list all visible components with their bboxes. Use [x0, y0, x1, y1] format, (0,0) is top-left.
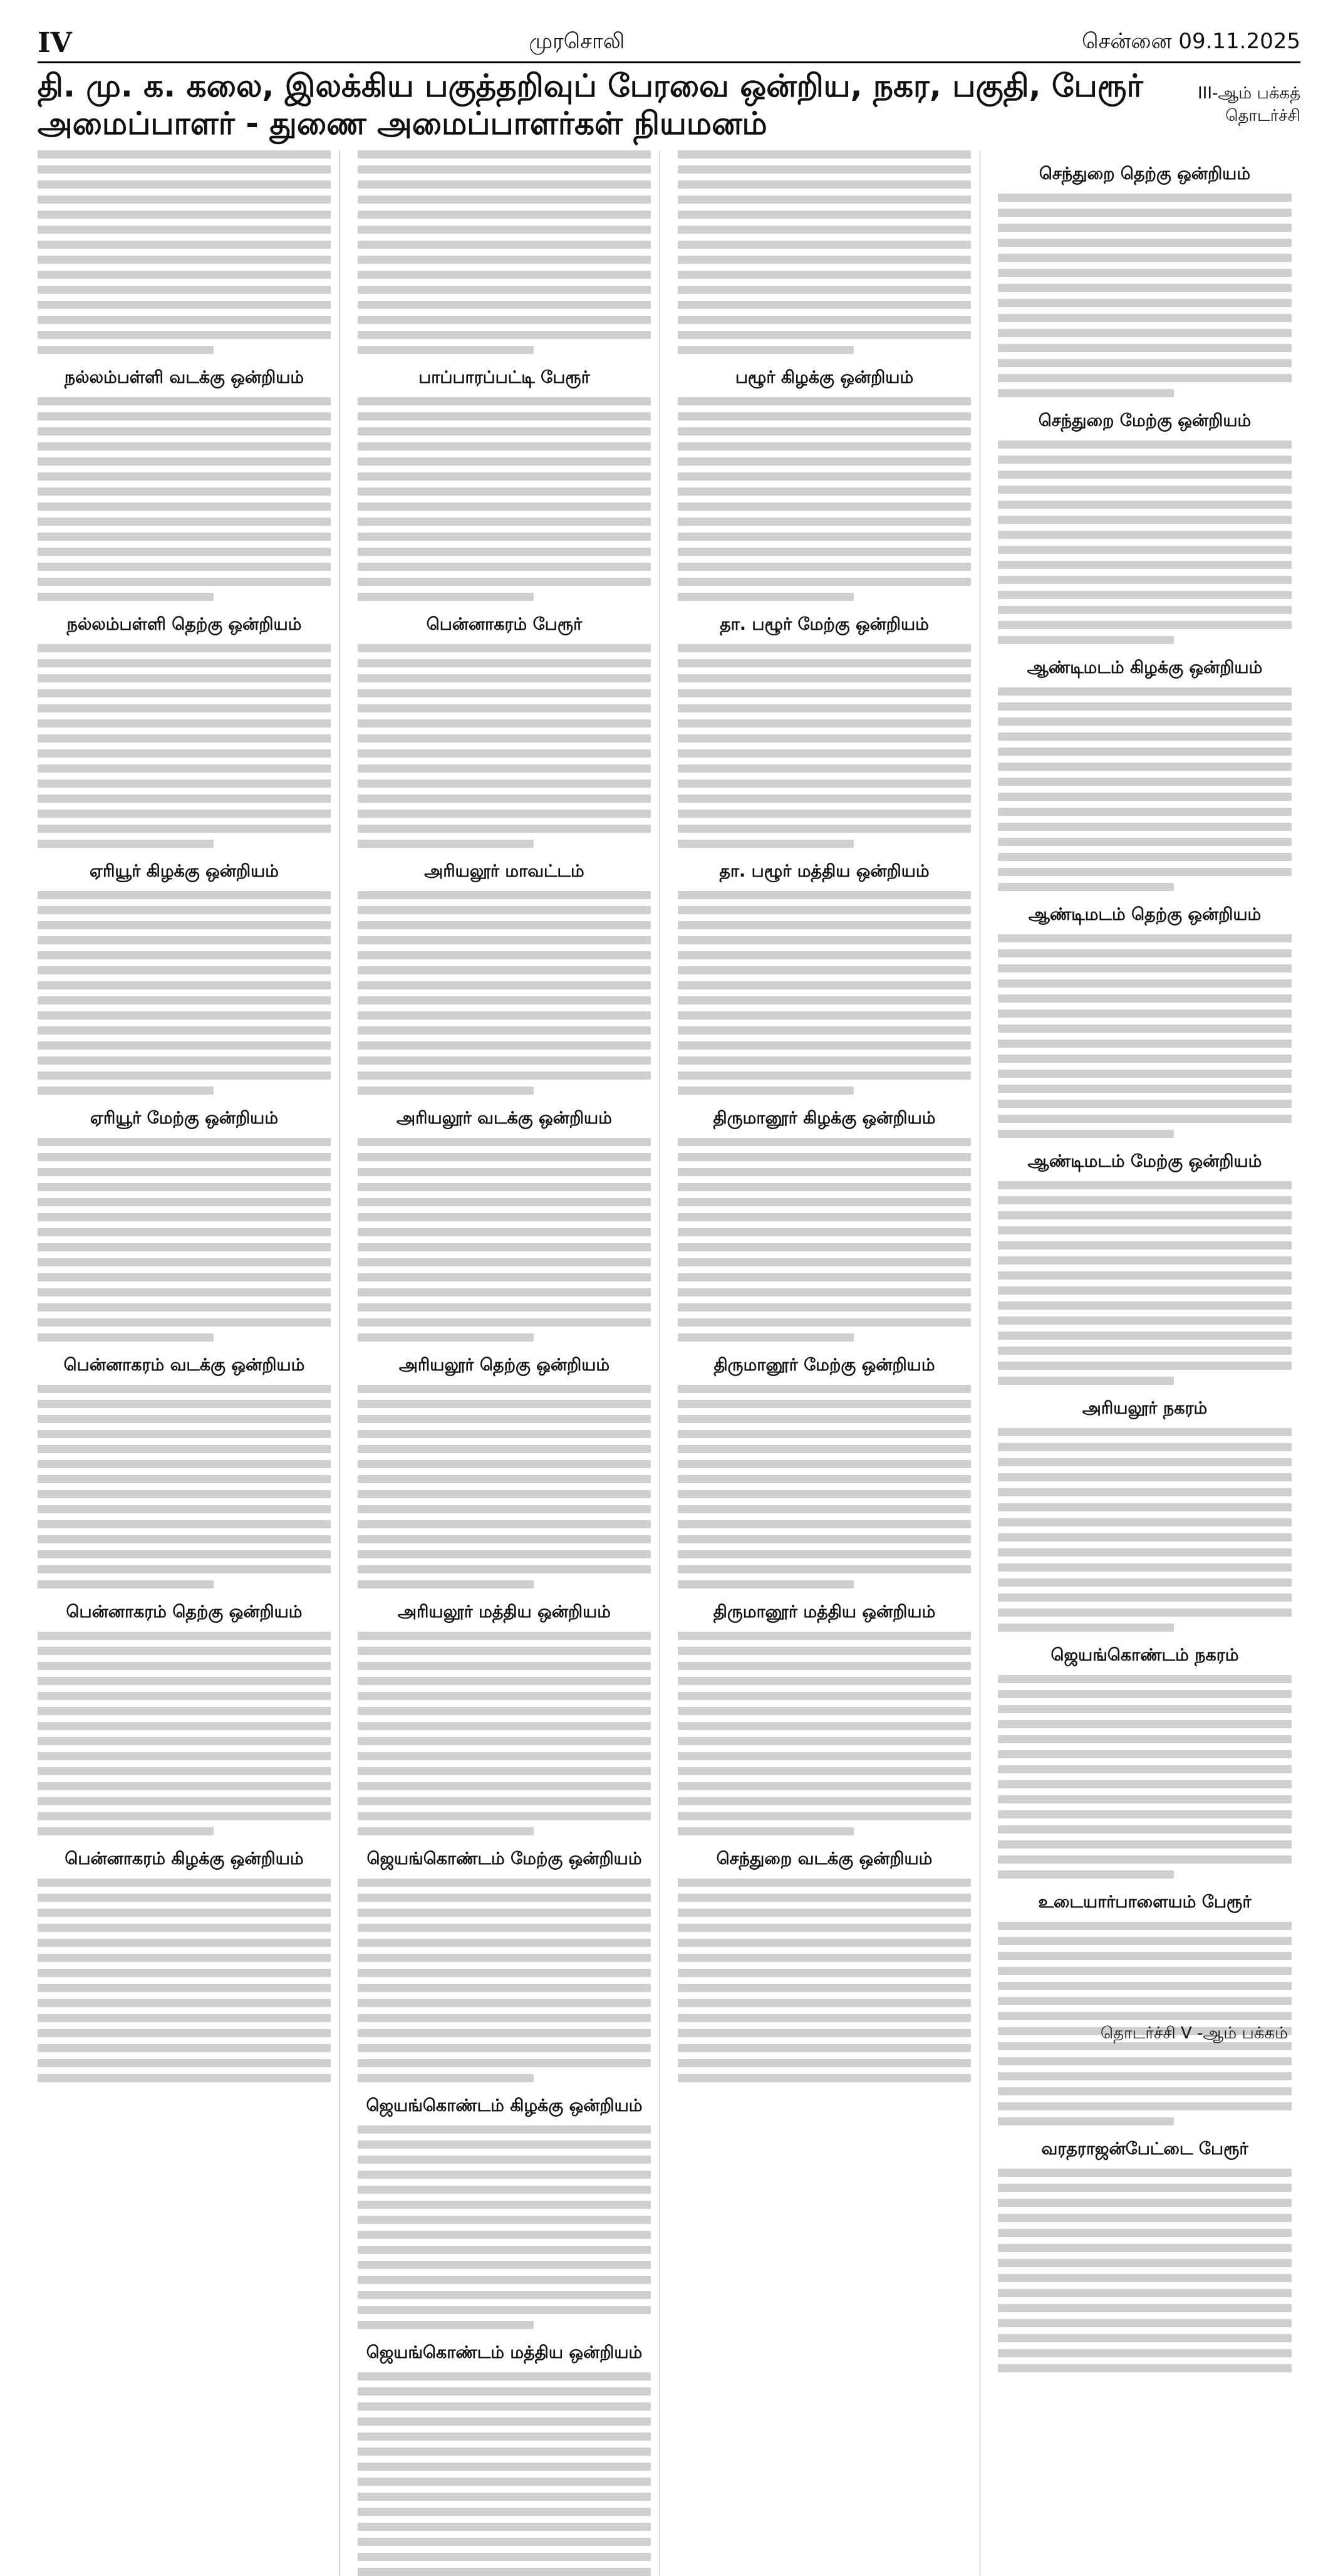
section-title: பாப்பாரப்பட்டி பேரூர் [418, 368, 590, 387]
page-number: IV [38, 26, 72, 59]
section-title: ஜெயங்கொண்டம் நகரம் [1050, 1645, 1239, 1665]
text-placeholder [998, 1181, 1292, 1385]
section-title: ஏரியூர் மேற்கு ஒன்றியம் [90, 1108, 279, 1128]
section-title: பழூர் கிழக்கு ஒன்றியம் [735, 368, 914, 387]
text-placeholder [358, 1632, 651, 1835]
text-placeholder [358, 1385, 651, 1588]
section-title: செந்துறை தெற்கு ஒன்றியம் [1039, 164, 1251, 184]
article-column [358, 150, 660, 2576]
continuation-note: III-ஆம் பக்கத் தொடர்ச்சி [1198, 83, 1300, 125]
section-title: வரதராஜன்பேட்டை பேரூர் [1041, 2139, 1248, 2159]
section-title: ஜெயங்கொண்டம் மேற்கு ஒன்றியம் [366, 1849, 642, 1869]
section-title: ஜெயங்கொண்டம் கிழக்கு ஒன்றியம் [366, 2096, 643, 2115]
section-title: செந்துறை மேற்கு ஒன்றியம் [1038, 411, 1252, 430]
text-placeholder [678, 397, 971, 601]
text-placeholder [38, 891, 331, 1095]
text-placeholder [678, 1879, 971, 2082]
section-title: உடையார்பாளையம் பேரூர் [1038, 1892, 1252, 1912]
text-placeholder [358, 2372, 651, 2576]
dateline: சென்னை 09.11.2025 [1082, 29, 1300, 54]
section-title: அரியலூர் மத்திய ஒன்றியம் [397, 1602, 611, 1622]
headline: தி. மு. க. கலை, இலக்கிய பகுத்தறிவுப் பேரவை ஒன்றிய, நகர, பகுதி, பேரூர் அமைப்பாளர் - துணை அமைப்பாளர்கள் நியமனம் [38, 68, 1143, 142]
text-placeholder [998, 1428, 1292, 1632]
text-placeholder [38, 644, 331, 848]
section-title: ஆண்டிமடம் கிழக்கு ஒன்றியம் [1027, 658, 1263, 677]
text-placeholder [38, 1385, 331, 1588]
text-placeholder [38, 397, 331, 601]
section-title: திருமானூர் மேற்கு ஒன்றியம் [713, 1355, 935, 1375]
text-placeholder [358, 1138, 651, 1342]
section-title: அரியலூர் நகரம் [1082, 1399, 1208, 1418]
text-placeholder [358, 891, 651, 1095]
section-title: செந்துறை வடக்கு ஒன்றியம் [716, 1849, 933, 1869]
section-title: அரியலூர் வடக்கு ஒன்றியம் [397, 1108, 612, 1128]
text-placeholder [38, 150, 331, 354]
section-title: பென்னாகரம் தெற்கு ஒன்றியம் [66, 1602, 303, 1622]
section-title: தா. பழூர் மேற்கு ஒன்றியம் [720, 615, 929, 634]
text-placeholder [38, 1632, 331, 1835]
section-title: ஆண்டிமடம் மேற்கு ஒன்றியம் [1027, 1152, 1262, 1171]
text-placeholder [358, 1879, 651, 2082]
text-placeholder [678, 150, 971, 354]
section-title: தா. பழூர் மத்திய ஒன்றியம் [719, 862, 930, 881]
article-column [998, 150, 1300, 2576]
section-title: ஆண்டிமடம் தெற்கு ஒன்றியம் [1028, 905, 1262, 924]
section-title: அரியலூர் தெற்கு ஒன்றியம் [398, 1355, 610, 1375]
text-placeholder [678, 1632, 971, 1835]
section-title: பென்னாகரம் பேரூர் [426, 615, 583, 634]
section-title: நல்லம்பள்ளி தெற்கு ஒன்றியம் [66, 615, 302, 634]
text-placeholder [678, 891, 971, 1095]
text-placeholder [358, 397, 651, 601]
section-title: திருமானூர் மத்திய ஒன்றியம் [713, 1602, 936, 1622]
section-title: பென்னாகரம் வடக்கு ஒன்றியம் [63, 1355, 305, 1375]
text-placeholder [998, 441, 1292, 644]
text-placeholder [358, 644, 651, 848]
section-title: நல்லம்பள்ளி வடக்கு ஒன்றியம் [64, 368, 304, 387]
text-placeholder [998, 194, 1292, 397]
continuation-footer: தொடர்ச்சி V -ஆம் பக்கம் [1100, 2024, 1288, 2043]
text-placeholder [38, 1879, 331, 2082]
text-placeholder [998, 2169, 1292, 2372]
article-column [38, 150, 340, 2576]
section-title: திருமானூர் கிழக்கு ஒன்றியம் [713, 1108, 936, 1128]
section-title: ஜெயங்கொண்டம் மத்திய ஒன்றியம் [366, 2343, 643, 2362]
text-placeholder [678, 1385, 971, 1588]
article-column [678, 150, 980, 2576]
text-placeholder [678, 644, 971, 848]
text-placeholder [998, 687, 1292, 891]
text-placeholder [358, 2125, 651, 2329]
section-title: பென்னாகரம் கிழக்கு ஒன்றியம் [65, 1849, 304, 1869]
text-placeholder [998, 1675, 1292, 1879]
text-placeholder [998, 934, 1292, 1138]
text-placeholder [358, 150, 651, 354]
text-placeholder [38, 1138, 331, 1342]
text-placeholder [678, 1138, 971, 1342]
masthead [38, 24, 1300, 63]
headline-bar [38, 68, 1300, 142]
section-title: ஏரியூர் கிழக்கு ஒன்றியம் [90, 862, 279, 881]
newspaper-name: முரசொலி [529, 29, 625, 54]
section-title: அரியலூர் மாவட்டம் [424, 862, 584, 881]
